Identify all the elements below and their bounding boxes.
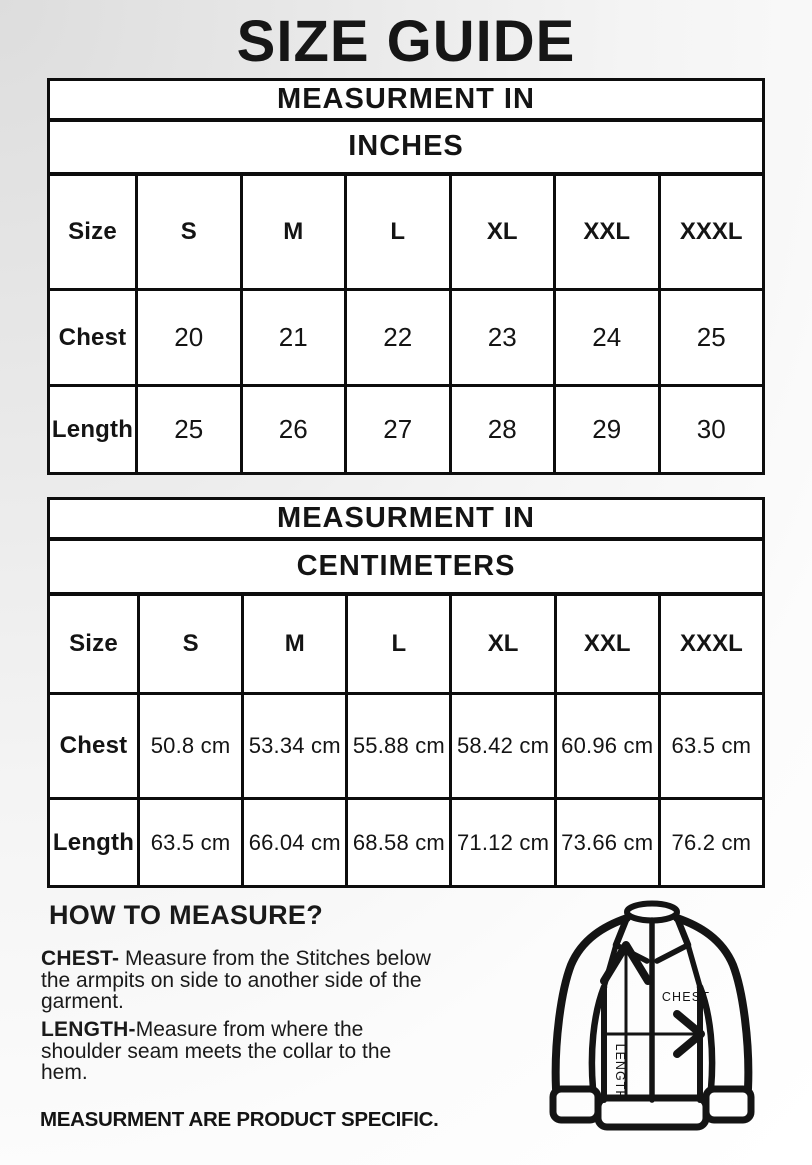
table-cell: 76.2 cm [659, 799, 763, 887]
length-instruction-label: LENGTH- [41, 1018, 136, 1041]
table-header-measurement: MEASURMENT IN [49, 499, 764, 539]
table-cell: 58.42 cm [451, 694, 555, 799]
length-instruction [41, 1019, 406, 1084]
table-cell: 30 [659, 386, 764, 474]
size-table-centimeters [47, 497, 765, 888]
table-cell: 27 [346, 386, 451, 474]
how-to-measure-heading: HOW TO MEASURE? [49, 900, 323, 930]
table-cell: XXL [555, 594, 659, 694]
page-title: SIZE GUIDE [236, 9, 576, 74]
jacket-diagram [540, 893, 775, 1155]
chest-instruction-label: CHEST- [41, 947, 120, 970]
table-cell: 60.96 cm [555, 694, 659, 799]
size-table-inches [47, 78, 765, 475]
table-row [49, 694, 764, 799]
row-label-size: Size [49, 594, 139, 694]
table-cell: M [243, 594, 347, 694]
table-row [49, 120, 764, 174]
table-cell: 24 [555, 290, 660, 386]
chest-instruction [41, 948, 441, 1013]
chest-instruction-text: Measure from the Stitches below the armpits on side to another side of the garment. [41, 947, 431, 1013]
table-cell: 22 [346, 290, 451, 386]
row-label-chest: Chest [49, 694, 139, 799]
table-cell: 63.5 cm [139, 799, 243, 887]
table-cell: XXL [555, 174, 660, 290]
table-row [49, 80, 764, 120]
table-cell: 63.5 cm [659, 694, 763, 799]
table-row [49, 539, 764, 594]
row-label-length: Length [49, 799, 139, 887]
table-header-unit: INCHES [49, 120, 764, 174]
table-row [49, 594, 764, 694]
table-cell: 28 [450, 386, 555, 474]
table-header-measurement: MEASURMENT IN [49, 80, 764, 120]
table-cell: 50.8 cm [139, 694, 243, 799]
table-cell: 73.66 cm [555, 799, 659, 887]
jacket-left-cuff [553, 1089, 598, 1120]
table-cell: L [347, 594, 451, 694]
table-cell: 71.12 cm [451, 799, 555, 887]
table-cell: M [241, 174, 346, 290]
table-cell: 25 [659, 290, 764, 386]
table-cell: XXXL [659, 174, 764, 290]
table-row [49, 174, 764, 290]
table-cell: 25 [137, 386, 242, 474]
table-cell: XL [450, 174, 555, 290]
table-cell: 20 [137, 290, 242, 386]
table-cell: 26 [241, 386, 346, 474]
length-diagram-label: LENGTH [613, 1043, 627, 1101]
table-cell: S [137, 174, 242, 290]
table-cell: 29 [555, 386, 660, 474]
chest-diagram-label: CHEST [661, 990, 711, 1004]
jacket-right-shoulder-seam [688, 945, 700, 987]
table-cell: 55.88 cm [347, 694, 451, 799]
table-cell: S [139, 594, 243, 694]
row-label-length: Length [49, 386, 137, 474]
table-header-unit: CENTIMETERS [49, 539, 764, 594]
table-cell: XL [451, 594, 555, 694]
table-row [49, 386, 764, 474]
table-cell: 53.34 cm [243, 694, 347, 799]
table-cell: XXXL [659, 594, 763, 694]
table-cell: 23 [450, 290, 555, 386]
table-row [49, 290, 764, 386]
product-specific-note: MEASURMENT ARE PRODUCT SPECIFIC. [40, 1108, 439, 1131]
table-row [49, 799, 764, 887]
table-cell: L [346, 174, 451, 290]
table-cell: 21 [241, 290, 346, 386]
table-cell: 66.04 cm [243, 799, 347, 887]
row-label-chest: Chest [49, 290, 137, 386]
row-label-size: Size [49, 174, 137, 290]
jacket-right-cuff [706, 1089, 751, 1120]
table-cell: 68.58 cm [347, 799, 451, 887]
table-row [49, 499, 764, 539]
length-instruction-text: Measure from where the shoulder seam meets the collar to the hem. [41, 1018, 392, 1084]
